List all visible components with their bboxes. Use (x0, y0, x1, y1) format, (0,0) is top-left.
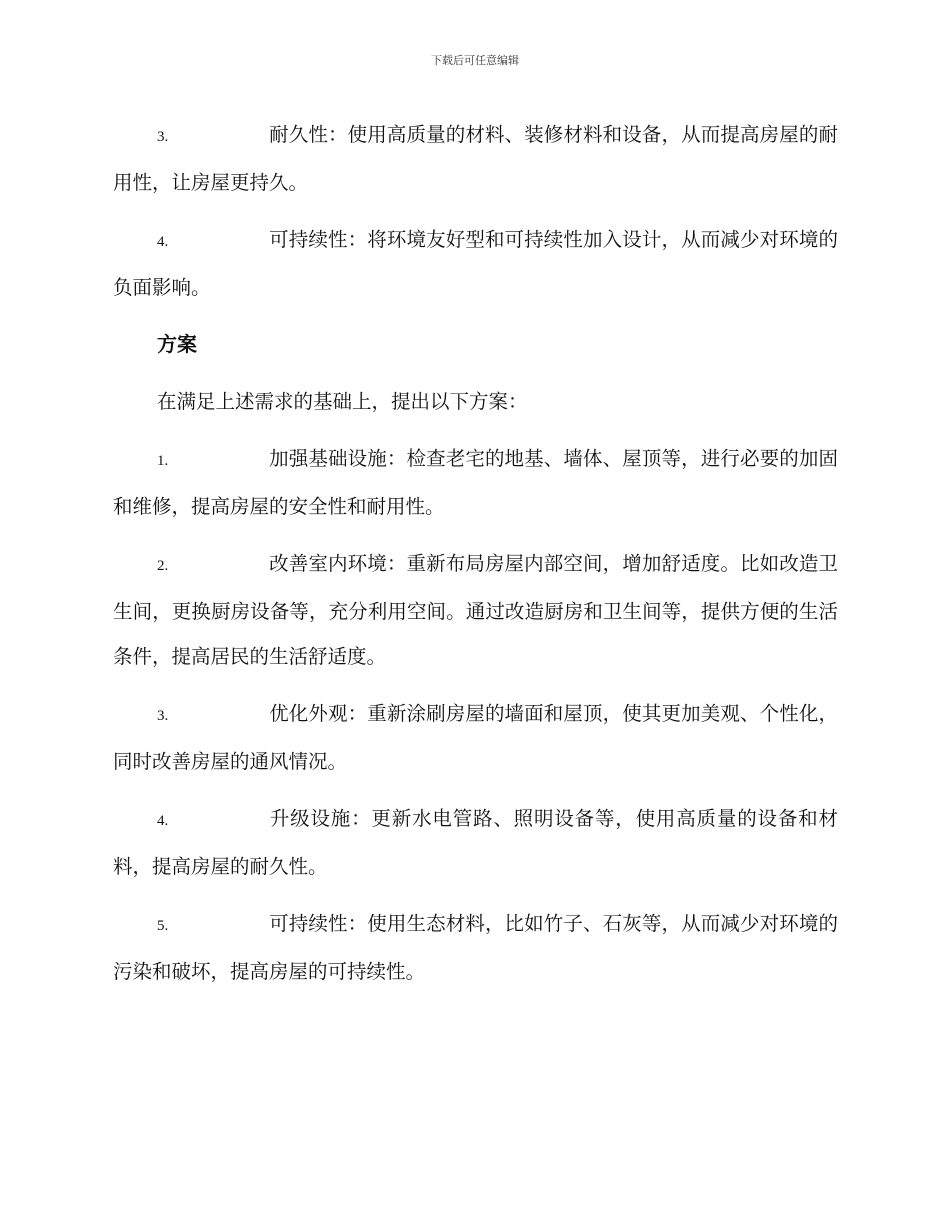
page-header: 下载后可任意编辑 (431, 54, 519, 67)
item-text: 升级设施：更新水电管路、照明设备等，使用高质量的设备和材料，提高房屋的耐久性。 (113, 807, 838, 878)
item-number: 3. (157, 708, 169, 724)
item-text: 可持续性：将环境友好型和可持续性加入设计，从而减少对环境的负面影响。 (113, 228, 838, 299)
plan-item-2 (113, 541, 838, 679)
item-text: 改善室内环境：重新布局房屋内部空间，增加舒适度。比如改造卫生间，更换厨房设备等，充分利用空间。通过改造厨房和卫生间等，提供方便的生活条件，提高居民的生活舒适度。 (113, 552, 838, 668)
section-heading: 方案 (157, 332, 197, 356)
requirement-item-4 (113, 217, 838, 310)
item-text: 可持续性：使用生态材料，比如竹子、石灰等，从而减少对环境的污染和破坏，提高房屋的可持续性。 (113, 912, 838, 983)
plan-item-4 (113, 796, 838, 889)
item-text: 耐久性：使用高质量的材料、装修材料和设备，从而提高房屋的耐用性，让房屋更持久。 (113, 123, 838, 194)
item-text: 加强基础设施：检查老宅的地基、墙体、屋顶等，进行必要的加固和维修，提高房屋的安全性和耐用性。 (113, 447, 838, 518)
item-number: 5. (157, 918, 169, 934)
item-number: 4. (157, 234, 169, 250)
item-number: 4. (157, 813, 169, 829)
item-text: 优化外观：重新涂刷房屋的墙面和屋顶，使其更加美观、个性化，同时改善房屋的通风情况。 (113, 702, 838, 773)
plan-item-5 (113, 901, 838, 994)
plan-item-3 (113, 691, 838, 784)
item-number: 2. (157, 558, 169, 574)
plan-item-1 (113, 436, 838, 529)
item-number: 1. (157, 453, 169, 469)
item-number: 3. (157, 129, 169, 145)
section-intro: 在满足上述需求的基础上，提出以下方案： (157, 390, 528, 413)
document-body (113, 112, 838, 1006)
requirement-item-3 (113, 112, 838, 205)
